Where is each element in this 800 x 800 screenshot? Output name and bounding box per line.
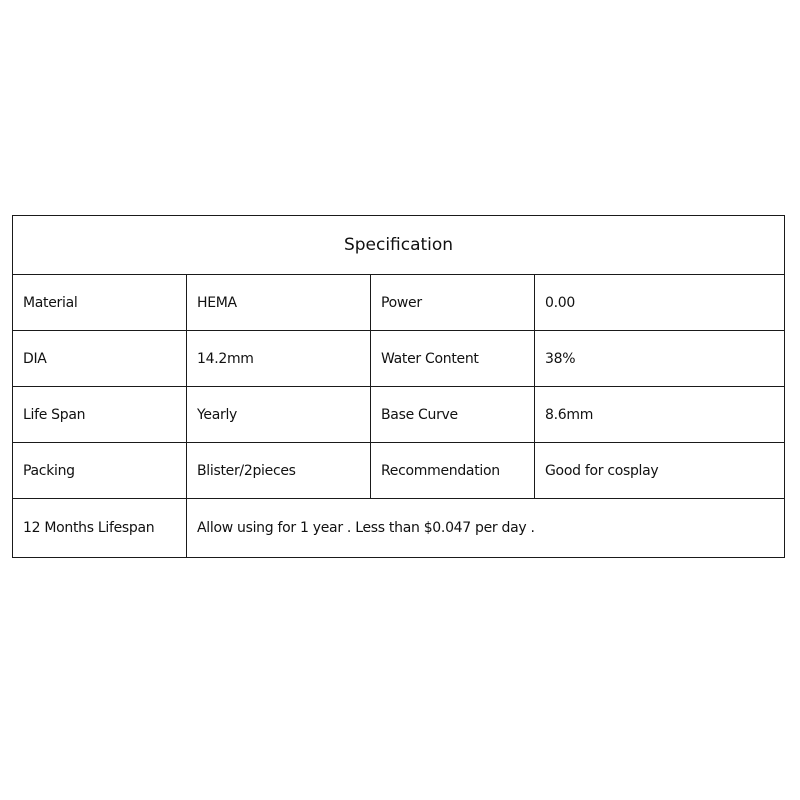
spec-label-base-curve: Base Curve	[371, 387, 535, 443]
spec-label-packing: Packing	[13, 443, 187, 499]
spec-label-recommendation: Recommendation	[371, 443, 535, 499]
spec-label-power: Power	[371, 275, 535, 331]
spec-value-base-curve: 8.6mm	[535, 387, 785, 443]
spec-label-dia: DIA	[13, 331, 187, 387]
footer-label: 12 Months Lifespan	[13, 499, 187, 558]
specification-table	[12, 215, 785, 558]
spec-value-recommendation: Good for cosplay	[535, 443, 785, 499]
spec-value-packing: Blister/2pieces	[187, 443, 371, 499]
title-row	[13, 216, 785, 275]
table-row-dia	[13, 331, 785, 387]
footer-value: Allow using for 1 year . Less than $0.047 per day .	[187, 499, 785, 558]
spec-value-power: 0.00	[535, 275, 785, 331]
spec-value-material: HEMA	[187, 275, 371, 331]
spec-label-water-content: Water Content	[371, 331, 535, 387]
spec-value-water-content: 38%	[535, 331, 785, 387]
spec-label-material: Material	[13, 275, 187, 331]
spec-value-dia: 14.2mm	[187, 331, 371, 387]
table-row-material	[13, 275, 785, 331]
table-row-life-span	[13, 387, 785, 443]
spec-label-life-span: Life Span	[13, 387, 187, 443]
table-row-lifespan-note	[13, 499, 785, 558]
table-title: Specification	[13, 216, 785, 275]
table-row-packing	[13, 443, 785, 499]
spec-value-life-span: Yearly	[187, 387, 371, 443]
